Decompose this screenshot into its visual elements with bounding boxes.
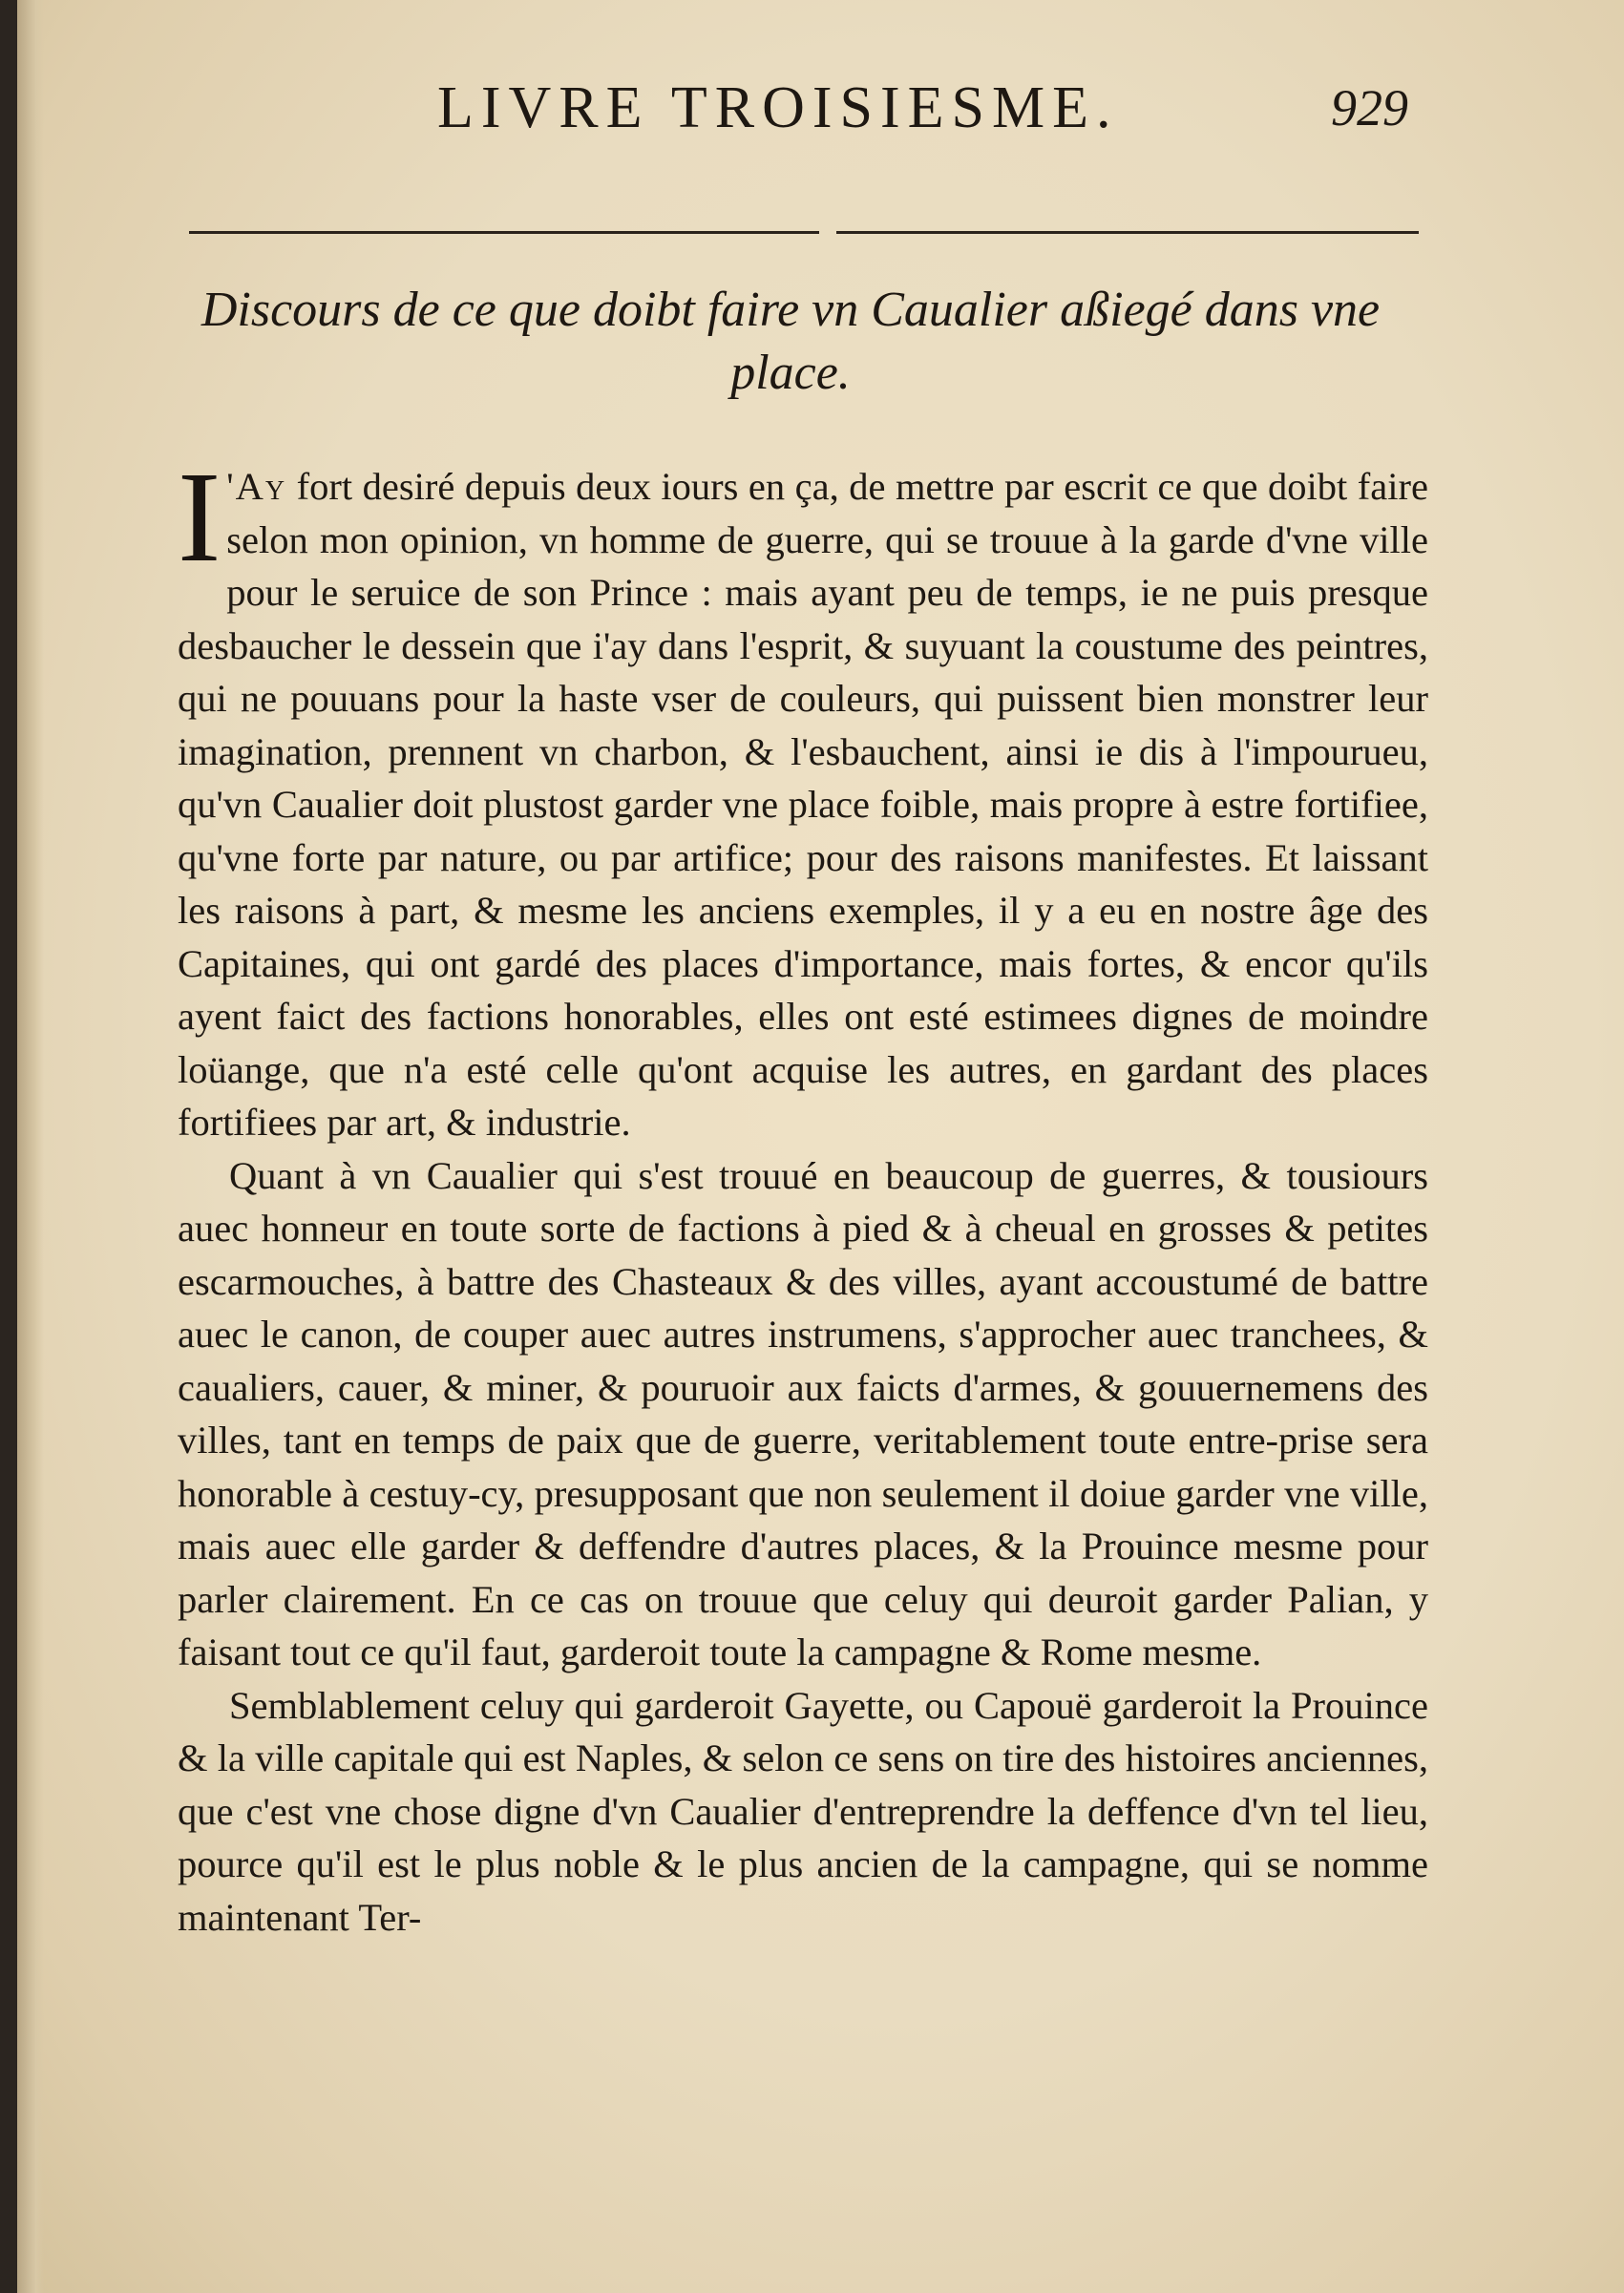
chapter-title: Discours de ce que doibt faire vn Caualier aßiegé dans vne place. <box>200 283 1381 400</box>
binding-gutter <box>17 0 44 2293</box>
book-page <box>17 0 1624 2293</box>
drop-cap: I <box>178 446 221 589</box>
opening-word: 'Ay <box>226 465 287 508</box>
running-head: LIVRE TROISIESME. <box>437 75 1119 140</box>
paragraph-1 <box>178 446 1428 1149</box>
page-number: 929 <box>1331 79 1408 137</box>
paragraph-1-text: fort desiré depuis deux iours en ça, de mettre par escrit ce que doibt faire selon mon opinion, vn homme de guerre, qui se trouue à la garde d'vne ville pour le seruice de son Prince : mais ayant peu de temps, ie ne puis presque desbaucher le dessein que i'ay dans l'esprit, & suyuant la coustume des peintres, qui ne pouuans pour la haste vser de couleurs, qui puissent bien monstrer leur imagination, prennent vn charbon, & l'esbauchent, ainsi ie dis à l'impourueu, qu'vn Caualier doit plustost garder vne place foible, mais propre à estre fortifiee, qu'vne forte par nature, ou par artifice; pour des raisons manifestes. Et laissant les raisons à part, & mesme les anciens exemples, il y a eu en nostre âge des Capitaines, qui ont gardé des places d'importance, mais fortes, & encor qu'ils ayent faict des factions honorables, elles ont esté estimees dignes de moindre loüange, que n'a esté celle qu'ont acquise les autres, en gardant des places fortifiees par art, & industrie. <box>178 465 1428 1144</box>
header-rule-right <box>836 231 1419 234</box>
paragraph-2: Quant à vn Caualier qui s'est trouué en beaucoup de guerres, & tousiours auec honneur en toute sorte de factions à pied & à cheual en grosses & petites escarmouches, à battre des Chasteaux & des villes, ayant accoustumé de battre auec le canon, de couper auec autres instrumens, s'approcher auec tranchees, & caualiers, cauer, & miner, & pouruoir aux faicts d'armes, & gouuernemens des villes, tant en temps de paix que de guerre, veritablement toute entre-prise sera honorable à cestuy-cy, presupposant que non seulement il doiue garder vne ville, mais auec elle garder & deffendre d'autres places, & la Prouince mesme pour parler clairement. En ce cas on trouue que celuy qui deuroit garder Palian, y faisant tout ce qu'il faut, garderoit toute la campagne & Rome mesme. <box>178 1153 1428 1673</box>
body-text <box>178 446 1428 1944</box>
header-rule-left <box>189 231 819 234</box>
paragraph-3: Semblablement celuy qui garderoit Gayette, ou Capouë garderoit la Prouince & la ville capitale qui est Naples, & selon ce sens on tire des histoires anciennes, que c'est vne chose digne d'vn Caualier d'entreprendre la deffence d'vn tel lieu, pource qu'il est le plus noble & le plus ancien de la campagne, qui se nomme maintenant Ter- <box>178 1683 1428 1939</box>
